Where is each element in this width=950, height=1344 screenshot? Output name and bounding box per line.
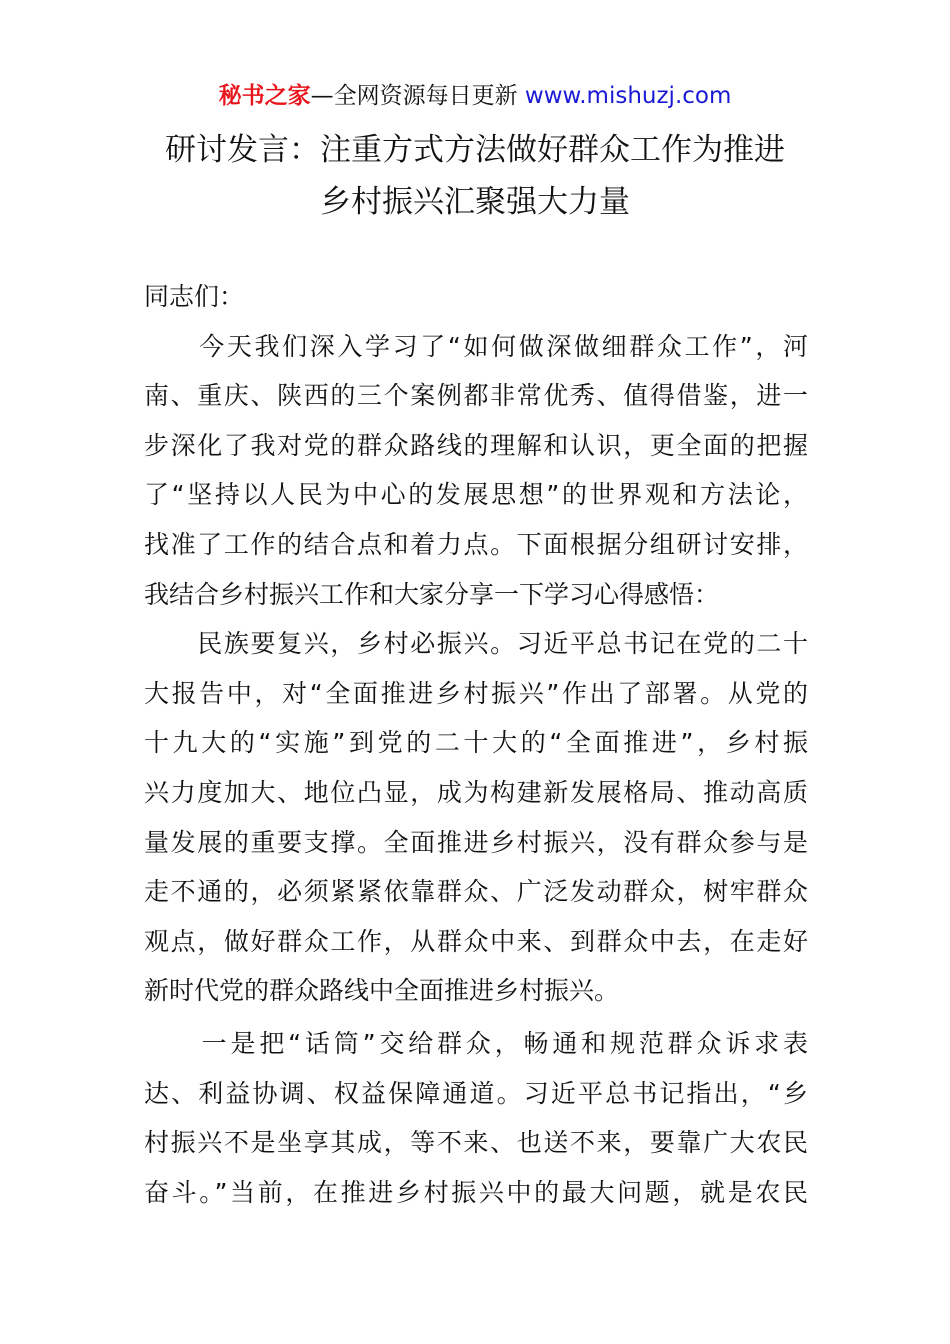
site-url-link[interactable]: www.mishuzj.com: [524, 83, 732, 109]
paragraph-line: 找准了工作的结合点和着力点。下面根据分组研讨安排，: [144, 529, 808, 559]
paragraph-line: 十九大的“实施”到党的二十大的“全面推进”，乡村振: [144, 728, 808, 758]
paragraph-line: 达、利益协调、权益保障通道。习近平总书记指出，“乡: [144, 1078, 808, 1108]
paragraph-line: 兴力度加大、地位凸显，成为构建新发展格局、推动高质: [144, 777, 808, 807]
title-line-2: 乡村振兴汇聚强大力量: [320, 184, 630, 220]
paragraph-line: 步深化了我对党的群众路线的理解和认识，更全面的把握: [144, 430, 808, 460]
paragraph-line: 新时代党的群众路线中全面推进乡村振兴。: [144, 976, 620, 1006]
site-brand: 秘书之家: [218, 83, 311, 109]
paragraph-line: 村振兴不是坐享其成，等不来、也送不来，要靠广大农民: [144, 1128, 808, 1158]
document-title: [60, 124, 890, 228]
paragraph-2: [144, 619, 808, 1016]
site-tagline: —全网资源每日更新: [310, 83, 525, 109]
greeting: 同志们：: [144, 282, 245, 311]
paragraph-line: 走不通的，必须紧紧依靠群众、广泛发动群众，树牢群众: [144, 877, 808, 907]
document-body: [144, 272, 808, 1217]
paragraph-line: 了“坚持以人民为中心的发展思想”的世界观和方法论，: [144, 480, 808, 510]
paragraph-line: 大报告中，对“全面推进乡村振兴”作出了部署。从党的: [144, 678, 808, 708]
paragraph-line: 我结合乡村振兴工作和大家分享一下学习心得感悟：: [144, 579, 720, 609]
paragraph-line: 量发展的重要支撑。全面推进乡村振兴，没有群众参与是: [144, 827, 808, 857]
paragraph-line: 民族要复兴，乡村必振兴。习近平总书记在党的二十: [144, 629, 808, 659]
site-header: [0, 80, 950, 112]
paragraph-line: 一是把“话筒”交给群众，畅通和规范群众诉求表: [144, 1028, 808, 1058]
paragraph-line: 南、重庆、陕西的三个案例都非常优秀、值得借鉴，进一: [144, 381, 808, 411]
title-line-1: 研讨发言：注重方式方法做好群众工作为推进: [165, 132, 785, 168]
paragraph-line: 今天我们深入学习了“如何做深做细群众工作”，河: [144, 331, 808, 361]
paragraph-3: [144, 1019, 808, 1217]
paragraph-line: 观点，做好群众工作，从群众中来、到群众中去，在走好: [144, 926, 808, 956]
paragraph-1: [144, 322, 808, 620]
paragraph-line: 奋斗。”当前，在推进乡村振兴中的最大问题，就是农民: [144, 1177, 808, 1207]
